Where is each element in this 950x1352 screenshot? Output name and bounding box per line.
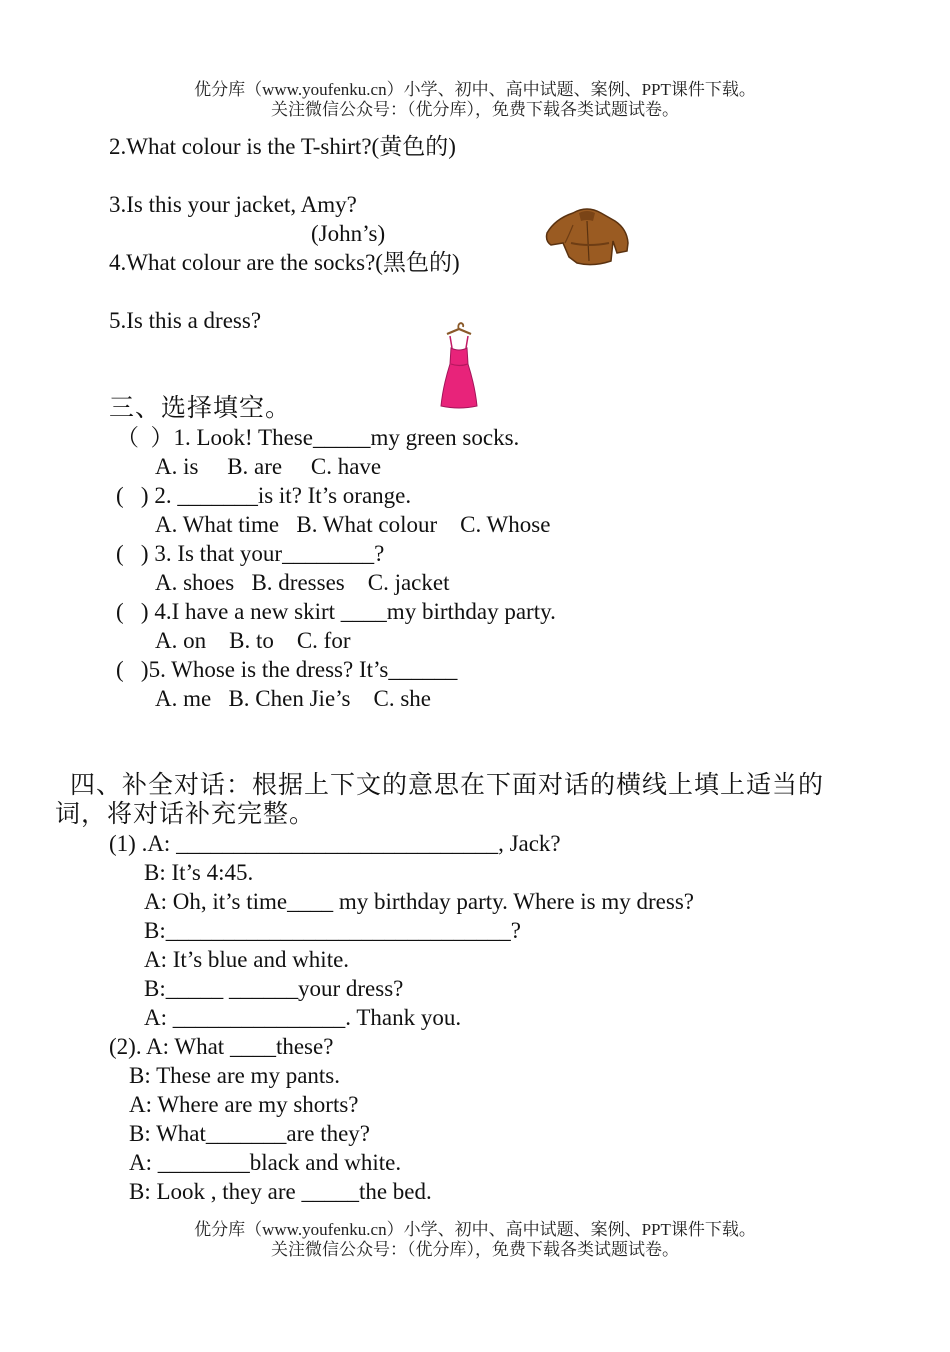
choice-question-2: ( ) 2. _______is it? It’s orange. bbox=[116, 483, 412, 508]
dialog-2-line-1: (2). A: What ____these? bbox=[109, 1034, 334, 1059]
dress-image bbox=[437, 320, 481, 410]
choice-options-3: A. shoes B. dresses C. jacket bbox=[155, 570, 450, 595]
dialog-1-line-6: B:_____ ______your dress? bbox=[144, 976, 404, 1001]
dialog-2-line-2: B: These are my pants. bbox=[129, 1063, 340, 1088]
question-4: 4.What colour are the socks?(黑色的) bbox=[109, 250, 460, 275]
dialog-1-line-7: A: _______________. Thank you. bbox=[144, 1005, 462, 1030]
question-2: 2.What colour is the T-shirt?(黄色的) bbox=[109, 134, 456, 159]
choice-question-5: ( )5. Whose is the dress? It’s______ bbox=[116, 657, 458, 682]
dialog-2-line-4: B: What_______are they? bbox=[129, 1121, 371, 1146]
dialog-1-line-1: (1) .A: ____________________________, Jack? bbox=[109, 831, 561, 856]
dialog-2-line-5: A: ________black and white. bbox=[129, 1150, 402, 1175]
dialog-2-line-6: B: Look , they are _____the bed. bbox=[129, 1179, 432, 1204]
choice-question-3: ( ) 3. Is that your________? bbox=[116, 541, 385, 566]
section-3-title: 三、选择填空。 bbox=[109, 395, 292, 422]
dialog-2-line-3: A: Where are my shorts? bbox=[129, 1092, 359, 1117]
choice-question-4: ( ) 4.I have a new skirt ____my birthday party. bbox=[116, 599, 556, 624]
footer-line-1: 优分库（www.youfenku.cn）小学、初中、高中试题、案例、PPT课件下载。 bbox=[194, 1220, 756, 1239]
question-3-hint: (John’s) bbox=[311, 221, 386, 246]
choice-options-4: A. on B. to C. for bbox=[155, 628, 351, 653]
header-line-1: 优分库（www.youfenku.cn）小学、初中、高中试题、案例、PPT课件下载。 bbox=[194, 80, 756, 99]
jacket-image bbox=[543, 203, 631, 269]
question-3: 3.Is this your jacket, Amy? bbox=[109, 192, 357, 217]
choice-question-1: （ ）1. Look! These_____my green socks. bbox=[116, 425, 520, 450]
dialog-1-line-2: B: It’s 4:45. bbox=[144, 860, 254, 885]
dialog-1-line-3: A: Oh, it’s time____ my birthday party. Where is my dress? bbox=[144, 889, 694, 914]
section-4-title-line-2: 词，将对话补充完整。 bbox=[55, 801, 316, 828]
choice-options-2: A. What time B. What colour C. Whose bbox=[155, 512, 551, 537]
choice-options-5: A. me B. Chen Jie’s C. she bbox=[155, 686, 431, 711]
header-line-2: 关注微信公众号：（优分库），免费下载各类试题试卷。 bbox=[271, 100, 679, 119]
dialog-1-line-5: A: It’s blue and white. bbox=[144, 947, 350, 972]
dialog-1-line-4: B:______________________________? bbox=[144, 918, 521, 943]
section-4-title-line-1: 四、补全对话：根据上下文的意思在下面对话的横线上填上适当的 bbox=[70, 772, 825, 799]
question-5: 5.Is this a dress? bbox=[109, 308, 262, 333]
choice-options-1: A. is B. are C. have bbox=[155, 454, 382, 479]
footer-line-2: 关注微信公众号：（优分库），免费下载各类试题试卷。 bbox=[271, 1240, 679, 1259]
